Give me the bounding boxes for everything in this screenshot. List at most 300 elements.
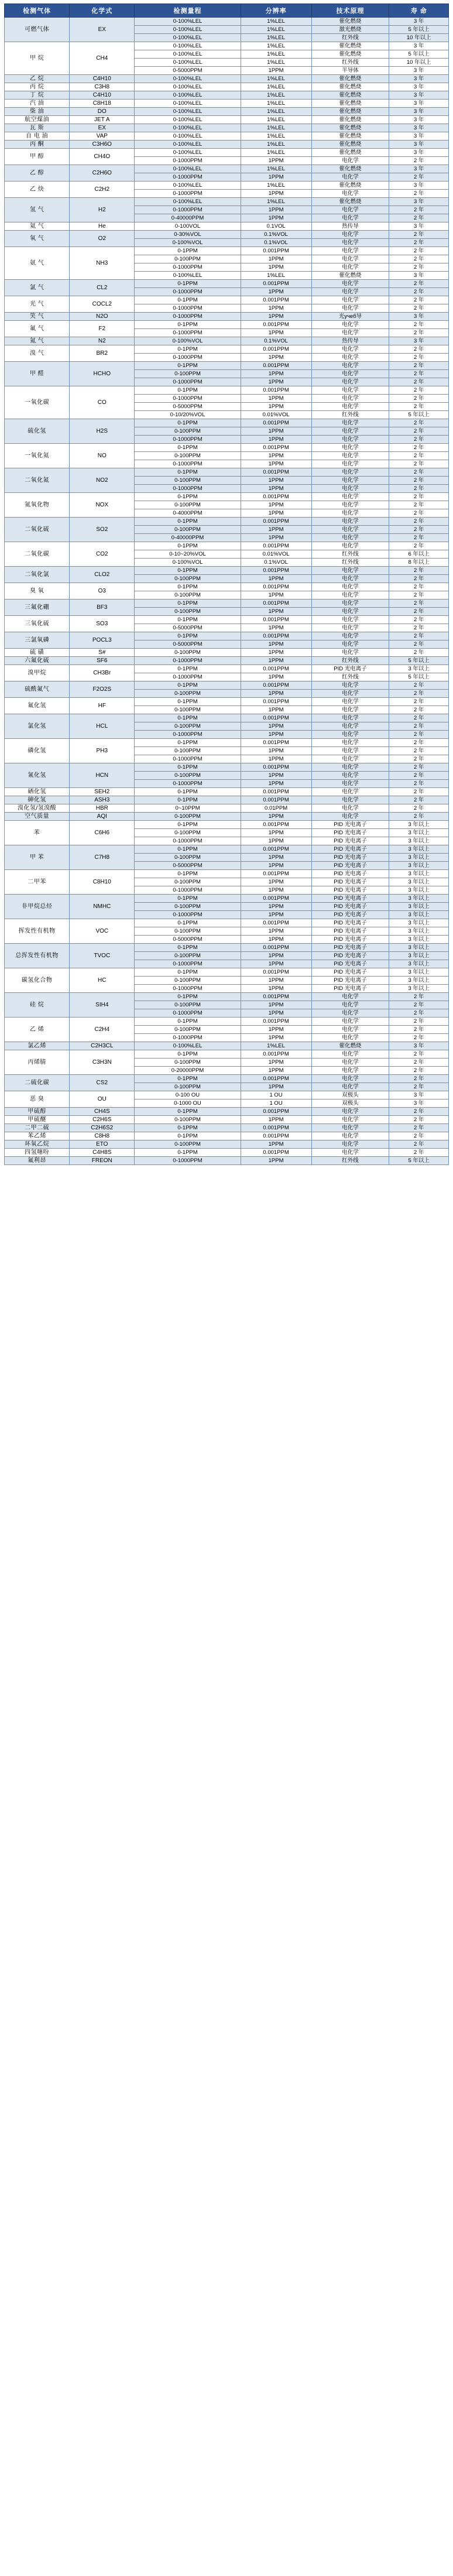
cell-technology: 电化学 [311,755,389,763]
table-row [5,83,449,91]
table-row [5,149,449,157]
cell-chemical-formula: NOX [70,493,135,518]
cell-detection-range: 0-100PPM [135,903,241,911]
cell-detection-range: 0-1PPM [135,386,241,395]
cell-resolution: 1PPM [241,960,311,968]
cell-detection-range: 0-1PPM [135,419,241,427]
cell-detection-range: 0-5000PPM [135,640,241,649]
cell-resolution: 1PPM [241,1067,311,1075]
cell-resolution: 1PPM [241,722,311,731]
cell-detection-range: 0-40000PPM [135,534,241,542]
cell-detection-range: 0-100%LEL [135,198,241,206]
cell-resolution: 1PPM [241,157,311,165]
cell-chemical-formula: H2S [70,419,135,444]
table-row [5,763,449,772]
cell-resolution: 0.001PPM [241,968,311,977]
cell-life: 3 年以上 [389,960,449,968]
table-row [5,231,449,239]
cell-detection-range: 0-100%LEL [135,50,241,59]
cell-resolution: 1PPM [241,329,311,337]
cell-life: 2 年 [389,706,449,714]
cell-detection-range: 0-1PPM [135,1018,241,1026]
table-row [5,296,449,304]
cell-detection-range: 0-30%VOL [135,231,241,239]
cell-resolution: 1PPM [241,731,311,739]
cell-life: 2 年 [389,485,449,493]
table-row [5,919,449,927]
cell-gas-name: 甲硫醚 [5,1116,70,1124]
cell-chemical-formula: C2H6S [70,1116,135,1124]
cell-technology: 电化学 [311,370,389,378]
cell-gas-name: 硫 磺 [5,649,70,657]
cell-resolution: 1PPM [241,755,311,763]
table-row [5,91,449,100]
cell-resolution: 0.001PPM [241,616,311,624]
cell-life: 2 年 [389,1034,449,1042]
cell-life: 3 年 [389,67,449,75]
cell-resolution: 1PPM [241,1001,311,1009]
cell-gas-name: 甲 烷 [5,42,70,75]
cell-resolution: 0.001PPM [241,280,311,288]
cell-detection-range: 0-1000PPM [135,657,241,665]
cell-life: 2 年 [389,452,449,460]
cell-resolution: 1PPM [241,1009,311,1018]
cell-gas-name: 氢 气 [5,198,70,222]
table-row [5,944,449,952]
cell-chemical-formula: NH3 [70,247,135,280]
cell-resolution: 1PPM [241,673,311,681]
cell-detection-range: 0-1PPM [135,1149,241,1157]
cell-resolution: 1 OU [241,1099,311,1108]
table-row [5,616,449,624]
cell-life: 2 年 [389,681,449,690]
cell-detection-range: 0-100%LEL [135,108,241,116]
cell-resolution: 1PPM [241,706,311,714]
cell-detection-range: 0-100PPM [135,952,241,960]
cell-technology: 催化燃烧 [311,50,389,59]
cell-life: 2 年 [389,640,449,649]
table-row [5,181,449,190]
cell-detection-range: 0-10/20%VOL [135,411,241,419]
column-header-technology: 技术原理 [311,4,389,18]
cell-resolution: 1PPM [241,911,311,919]
cell-chemical-formula: ETO [70,1140,135,1149]
cell-technology: 电化学 [311,444,389,452]
cell-technology: PID 光电离子 [311,895,389,903]
table-row [5,345,449,354]
cell-technology: 催化燃烧 [311,1042,389,1050]
cell-resolution: 1%LEL [241,75,311,83]
cell-technology: 电化学 [311,698,389,706]
cell-resolution: 1%LEL [241,108,311,116]
cell-life: 2 年 [389,763,449,772]
cell-life: 2 年 [389,722,449,731]
cell-life: 2 年 [389,329,449,337]
cell-detection-range: 0-100%LEL [135,26,241,34]
cell-life: 3 年 [389,132,449,141]
cell-resolution: 1PPM [241,378,311,386]
cell-resolution: 1PPM [241,509,311,518]
cell-technology: 电化学 [311,190,389,198]
cell-resolution: 0.001PPM [241,1018,311,1026]
cell-life: 3 年以上 [389,878,449,886]
cell-detection-range: 0-1000PPM [135,886,241,895]
cell-life: 2 年 [389,1108,449,1116]
cell-technology: 电化学 [311,452,389,460]
cell-resolution: 1PPM [241,952,311,960]
cell-resolution: 1%LEL [241,1042,311,1050]
cell-life: 2 年 [389,427,449,436]
cell-technology: 红外线 [311,550,389,559]
cell-technology: 电化学 [311,747,389,755]
cell-life: 2 年 [389,263,449,272]
table-row [5,1018,449,1026]
cell-resolution: 1PPM [241,1157,311,1165]
cell-resolution: 0.1VOL [241,222,311,231]
cell-detection-range: 0-100%LEL [135,132,241,141]
cell-technology: 电化学 [311,157,389,165]
cell-technology: 电化学 [311,321,389,329]
cell-gas-name: 一氧化碳 [5,386,70,419]
cell-detection-range: 0-4000PPM [135,509,241,518]
cell-technology: 电化学 [311,804,389,813]
table-row [5,632,449,640]
cell-technology: 电化学 [311,247,389,255]
cell-chemical-formula: H2 [70,198,135,222]
cell-resolution: 1PPM [241,813,311,821]
cell-resolution: 1PPM [241,1026,311,1034]
cell-gas-name: 柴 油 [5,108,70,116]
cell-resolution: 0.001PPM [241,1050,311,1059]
cell-resolution: 1PPM [241,313,311,321]
cell-life: 2 年 [389,1001,449,1009]
cell-life: 3 年以上 [389,903,449,911]
cell-resolution: 0.001PPM [241,419,311,427]
cell-technology: 电化学 [311,395,389,403]
cell-life: 2 年 [389,477,449,485]
cell-technology: 电化学 [311,608,389,616]
cell-technology: 电化学 [311,1149,389,1157]
table-row [5,895,449,903]
cell-detection-range: 0-1000PPM [135,985,241,993]
table-row [5,116,449,124]
cell-technology: 电化学 [311,1026,389,1034]
cell-chemical-formula: N2 [70,337,135,345]
cell-resolution: 1%LEL [241,165,311,173]
cell-chemical-formula: CO2 [70,542,135,567]
table-row [5,681,449,690]
table-row [5,198,449,206]
cell-resolution: 1PPM [241,67,311,75]
cell-chemical-formula: N2O [70,313,135,321]
cell-life: 2 年 [389,813,449,821]
cell-detection-range: 0-1PPM [135,968,241,977]
cell-life: 2 年 [389,739,449,747]
cell-resolution: 0.001PPM [241,821,311,829]
cell-technology: 电化学 [311,993,389,1001]
cell-gas-name: 溴 气 [5,345,70,362]
cell-detection-range: 0-100%VOL [135,337,241,345]
cell-life: 2 年 [389,247,449,255]
cell-technology: 电化学 [311,493,389,501]
cell-gas-name: 光 气 [5,296,70,313]
cell-gas-name: 硅 烷 [5,993,70,1018]
cell-detection-range: 0-1PPM [135,296,241,304]
cell-chemical-formula: C8H8 [70,1132,135,1140]
cell-detection-range: 0-1PPM [135,1124,241,1132]
cell-detection-range: 0-1PPM [135,1050,241,1059]
cell-life: 2 年 [389,1124,449,1132]
cell-detection-range: 0-100PPM [135,878,241,886]
cell-detection-range: 0-100%LEL [135,149,241,157]
cell-detection-range: 0-1PPM [135,280,241,288]
cell-detection-range: 0-100PPM [135,854,241,862]
cell-chemical-formula: C8H18 [70,100,135,108]
cell-technology: 红外线 [311,657,389,665]
cell-resolution: 0.001PPM [241,870,311,878]
cell-resolution: 1%LEL [241,116,311,124]
cell-technology: 热传导 [311,222,389,231]
cell-chemical-formula: C8H10 [70,870,135,895]
cell-gas-name: 二氧化碳 [5,542,70,567]
cell-detection-range: 0-1000PPM [135,780,241,788]
cell-life: 2 年 [389,173,449,181]
cell-life: 2 年 [389,1132,449,1140]
cell-detection-range: 0-100PPM [135,1026,241,1034]
cell-life: 2 年 [389,1140,449,1149]
cell-technology: PID 光电离子 [311,878,389,886]
cell-life: 3 年以上 [389,968,449,977]
cell-detection-range: 0-100%LEL [135,34,241,42]
cell-life: 3 年以上 [389,895,449,903]
cell-detection-range: 0-100PPM [135,690,241,698]
cell-technology: 电化学 [311,403,389,411]
table-row [5,968,449,977]
cell-gas-name: 苯 [5,821,70,845]
cell-resolution: 1%LEL [241,124,311,132]
cell-gas-name: 氮 气 [5,337,70,345]
cell-resolution: 1PPM [241,485,311,493]
cell-chemical-formula: C3H8 [70,83,135,91]
cell-technology: 催化燃烧 [311,181,389,190]
cell-chemical-formula: OU [70,1091,135,1108]
cell-chemical-formula: SO2 [70,518,135,542]
cell-detection-range: 0-100PPM [135,575,241,583]
cell-detection-range: 0-1000PPM [135,395,241,403]
cell-resolution: 1PPM [241,354,311,362]
cell-technology: PID 光电离子 [311,977,389,985]
table-row [5,583,449,591]
cell-resolution: 1PPM [241,288,311,296]
cell-technology: 电化学 [311,1116,389,1124]
cell-resolution: 0.001PPM [241,714,311,722]
cell-life: 2 年 [389,600,449,608]
table-row [5,141,449,149]
cell-detection-range: 0-100%LEL [135,165,241,173]
gas-detection-spec-sheet [0,4,453,2576]
cell-resolution: 0.001PPM [241,362,311,370]
cell-life: 2 年 [389,534,449,542]
cell-detection-range: 0-1PPM [135,345,241,354]
cell-chemical-formula: SF6 [70,657,135,665]
cell-technology: PID 光电离子 [311,886,389,895]
cell-detection-range: 0-100PPM [135,813,241,821]
cell-technology: 电化学 [311,796,389,804]
cell-chemical-formula: HC [70,968,135,993]
cell-resolution: 0.1%VOL [241,337,311,345]
cell-chemical-formula: HCL [70,714,135,739]
cell-resolution: 0.001PPM [241,468,311,477]
cell-technology: PID 光电离子 [311,919,389,927]
cell-life: 2 年 [389,460,449,468]
cell-detection-range: 0-100PPM [135,452,241,460]
cell-life: 3 年 [389,100,449,108]
cell-resolution: 0.001PPM [241,1075,311,1083]
cell-detection-range: 0-100%LEL [135,18,241,26]
cell-gas-name: 氯化氢 [5,714,70,739]
cell-life: 2 年 [389,436,449,444]
cell-chemical-formula: C4H8S [70,1149,135,1157]
cell-chemical-formula: F2 [70,321,135,337]
cell-detection-range: 0-100PPM [135,526,241,534]
cell-chemical-formula: TVOC [70,944,135,968]
table-row [5,1149,449,1157]
cell-technology: 电化学 [311,591,389,600]
cell-life: 2 年 [389,354,449,362]
cell-life: 5 年以上 [389,673,449,681]
table-row [5,657,449,665]
cell-life: 2 年 [389,214,449,222]
cell-life: 2 年 [389,280,449,288]
table-row [5,132,449,141]
cell-detection-range: 0-1000PPM [135,173,241,181]
cell-technology: 光учеб导 [311,313,389,321]
cell-life: 2 年 [389,304,449,313]
cell-gas-name: 乙 炔 [5,181,70,198]
cell-technology: 激光燃烧 [311,26,389,34]
table-row [5,788,449,796]
cell-life: 2 年 [389,1067,449,1075]
table-row [5,804,449,813]
table-row [5,518,449,526]
cell-detection-range: 0-1000PPM [135,206,241,214]
cell-life: 2 年 [389,1059,449,1067]
cell-technology: 催化燃烧 [311,91,389,100]
cell-technology: 催化燃烧 [311,100,389,108]
cell-life: 2 年 [389,698,449,706]
cell-life: 2 年 [389,788,449,796]
cell-resolution: 1%LEL [241,149,311,157]
cell-detection-range: 0-5000PPM [135,936,241,944]
cell-resolution: 1PPM [241,747,311,755]
cell-resolution: 1%LEL [241,50,311,59]
cell-chemical-formula: S# [70,649,135,657]
table-row [5,42,449,50]
cell-detection-range: 0-1PPM [135,583,241,591]
cell-technology: 催化燃烧 [311,83,389,91]
cell-detection-range: 0-100%LEL [135,83,241,91]
cell-technology: 电化学 [311,296,389,304]
cell-detection-range: 0-100%LEL [135,124,241,132]
cell-gas-name: 碳氢化合物 [5,968,70,993]
cell-life: 3 年以上 [389,952,449,960]
cell-resolution: 1PPM [241,878,311,886]
table-row [5,1108,449,1116]
cell-detection-range: 0-1000PPM [135,960,241,968]
cell-technology: 电化学 [311,788,389,796]
cell-gas-name: 非甲烷总烃 [5,895,70,919]
cell-life: 3 年 [389,141,449,149]
cell-life: 3 年 [389,149,449,157]
cell-resolution: 0.001PPM [241,665,311,673]
cell-gas-name: 氧 气 [5,231,70,247]
cell-life: 3 年以上 [389,665,449,673]
cell-technology: PID 光电离子 [311,665,389,673]
cell-life: 2 年 [389,993,449,1001]
cell-resolution: 0.001PPM [241,386,311,395]
cell-life: 2 年 [389,608,449,616]
cell-detection-range: 0-1000PPM [135,354,241,362]
cell-chemical-formula: CH4 [70,42,135,75]
cell-resolution: 1PPM [241,370,311,378]
cell-life: 2 年 [389,1009,449,1018]
cell-technology: 双极头 [311,1099,389,1108]
table-row [5,600,449,608]
cell-detection-range: 0-1000PPM [135,288,241,296]
cell-detection-range: 0-1PPM [135,600,241,608]
cell-resolution: 0.001PPM [241,1132,311,1140]
cell-technology: 电化学 [311,1018,389,1026]
cell-detection-range: 0-1PPM [135,714,241,722]
cell-resolution: 1PPM [241,427,311,436]
cell-life: 3 年以上 [389,936,449,944]
cell-chemical-formula: C4H10 [70,91,135,100]
cell-life: 3 年以上 [389,837,449,845]
cell-detection-range: 0-100VOL [135,222,241,231]
cell-resolution: 0.001PPM [241,493,311,501]
cell-resolution: 0.001PPM [241,583,311,591]
cell-chemical-formula: NMHC [70,895,135,919]
cell-life: 2 年 [389,575,449,583]
cell-detection-range: 0-1PPM [135,542,241,550]
table-row [5,739,449,747]
cell-detection-range: 0-5000PPM [135,862,241,870]
cell-chemical-formula: C6H6 [70,821,135,845]
cell-chemical-formula: C3H6O [70,141,135,149]
cell-technology: 催化燃烧 [311,165,389,173]
cell-life: 2 年 [389,804,449,813]
cell-life: 2 年 [389,1116,449,1124]
cell-technology: 电化学 [311,640,389,649]
cell-technology: 电化学 [311,1132,389,1140]
cell-resolution: 1%LEL [241,272,311,280]
cell-chemical-formula: BF3 [70,600,135,616]
cell-gas-name: 溴化氢/氢溴酸 [5,804,70,813]
cell-gas-name: 二氧化氮 [5,468,70,493]
cell-detection-range: 0-100PPM [135,927,241,936]
cell-chemical-formula: C2H2 [70,181,135,198]
cell-technology: 催化燃烧 [311,42,389,50]
table-body [5,18,449,1165]
cell-life: 5 年以上 [389,657,449,665]
cell-gas-name: 氯乙烯 [5,1042,70,1050]
cell-technology: 电化学 [311,255,389,263]
cell-detection-range: 0-1000PPM [135,304,241,313]
cell-life: 2 年 [389,362,449,370]
cell-technology: 红外线 [311,559,389,567]
cell-technology: 电化学 [311,1059,389,1067]
cell-life: 2 年 [389,542,449,550]
